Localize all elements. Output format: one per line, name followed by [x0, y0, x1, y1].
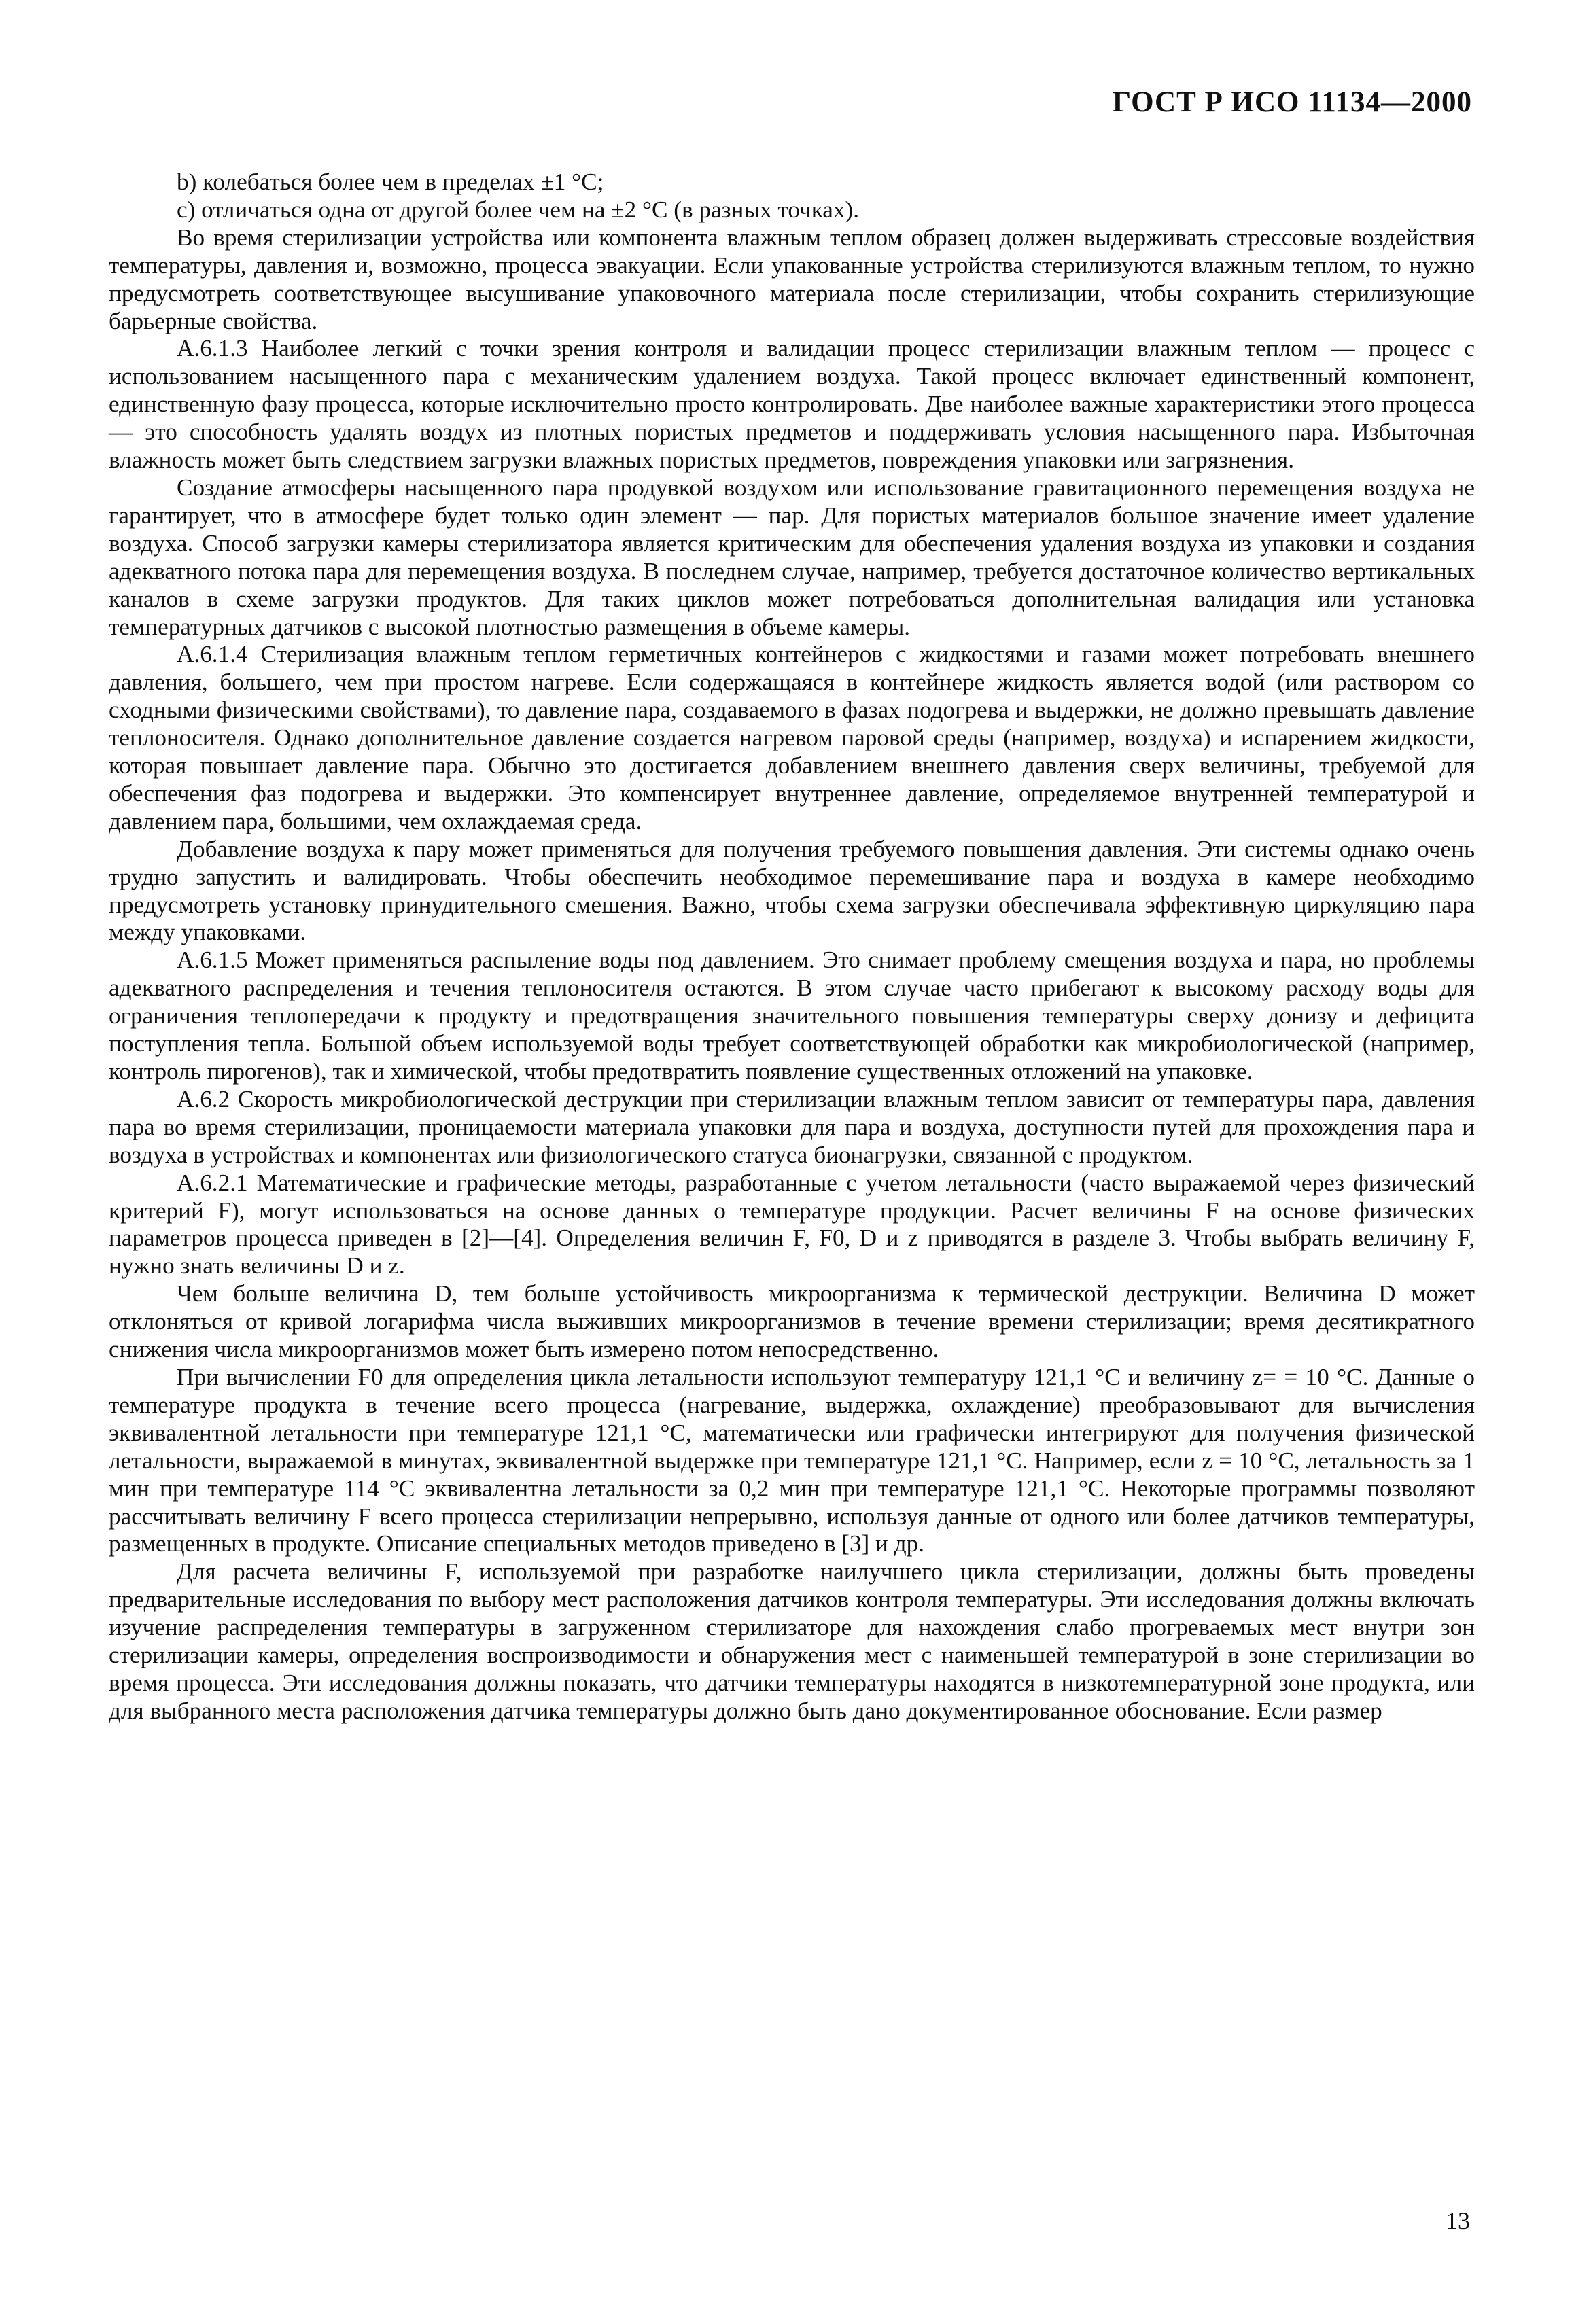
standard-code-header: ГОСТ Р ИСО 11134—2000 [1112, 86, 1472, 118]
paragraph: Создание атмосферы насыщенного пара продувкой воздухом или использование гравитационного перемещения воздуха не гарантирует, что в атмосфере будет только один элемент — пар. Для пористых материалов большое значение имеет удаление воздуха. Способ загрузки камеры стерилизатора является критическим для обеспечения удаления воздуха из упаковки и создания адекватного потока пара для перемещения воздуха. В последнем случае, например, требуется достаточное количество вертикальных каналов в схеме загрузки продуктов. Для таких циклов может потребоваться дополнительная валидация или установка температурных датчиков с высокой плотностью размещения в объеме камеры. [109, 474, 1475, 640]
paragraph-a-6-2-1: А.6.2.1 Математические и графические методы, разработанные с учетом летальности (часто выражаемой через физический критерий F), могут использоваться на основе данных о температуре продукции. Расчет величины F на основе физических параметров процесса приведен в [2]—[4]. Определения величин F, F0, D и z приводятся в разделе 3. Чтобы выбрать величину F, нужно знать величины D и z. [109, 1169, 1475, 1280]
paragraph-a-6-2: А.6.2 Скорость микробиологической деструкции при стерилизации влажным теплом зависит от температуры пара, давления пара во время стерилизации, проницаемости материала упаковки для пара и воздуха, доступности путей для прохождения пара и воздуха в устройствах и компонентах или физиологического статуса бионагрузки, связанной с продуктом. [109, 1085, 1475, 1168]
paragraph-a-6-1-4: А.6.1.4 Стерилизация влажным теплом герметичных контейнеров с жидкостями и газами может потребовать внешнего давления, большего, чем при простом нагреве. Если содержащаяся в контейнере жидкость является водой (или раствором со сходными физическими свойствами), то давление пара, создаваемого в фазах подогрева и выдержки, не должно превышать давление теплоносителя. Однако дополнительное давление создается нагревом паровой среды (например, воздуха) и испарением жидкости, которая повышает давление пара. Обычно это достигается добавлением внешнего давления сверх величины, требуемой для обеспечения фаз подогрева и выдержки. Это компенсирует внутреннее давление, определяемое внутренней температурой и давлением пара, большими, чем охлаждаемая среда. [109, 641, 1475, 834]
page-number: 13 [1446, 2207, 1470, 2234]
paragraph: Для расчета величины F, используемой при разработке наилучшего цикла стерилизации, должны быть проведены предварительные исследования по выбору мест расположения датчиков контроля температуры. Эти исследования должны включать изучение распределения температуры в загруженном стерилизаторе для нахождения слабо прогреваемых мест внутри зон стерилизации камеры, определения воспроизводимости и обнаружения мест с наименьшей температурой в зоне стерилизации во время процесса. Эти исследования должны показать, что датчики температуры находятся в низкотемпературной зоне продукта, или для выбранного места расположения датчика температуры должно быть дано документированное обоснование. Если размер [109, 1558, 1475, 1724]
paragraph: Добавление воздуха к пару может применяться для получения требуемого повышения давления. Эти системы однако очень трудно запустить и валидировать. Чтобы обеспечить необходимое перемешивание пара и воздуха в камере необходимо предусмотреть установку принудительного смешения. Важно, чтобы схема загрузки обеспечивала эффективную циркуляцию пара между упаковками. [109, 835, 1475, 946]
body-text [109, 169, 1475, 1725]
list-item-b: b) колебаться более чем в пределах ±1 °C; [177, 169, 604, 195]
paragraph: Во время стерилизации устройства или компонента влажным теплом образец должен выдерживать стрессовые воздействия температуры, давления и, возможно, процесса эвакуации. Если упакованные устройства стерилизуются влажным теплом, то нужно предусмотреть соответствующее высушивание упаковочного материала после стерилизации, чтобы сохранить стерилизующие барьерные свойства. [109, 224, 1475, 334]
list-item-c: c) отличаться одна от другой более чем на ±2 °C (в разных точках). [177, 196, 859, 223]
paragraph-a-6-1-5: А.6.1.5 Может применяться распыление воды под давлением. Это снимает проблему смещения воздуха и пара, но проблемы адекватного распределения и течения теплоносителя остаются. В этом случае часто прибегают к высокому расходу воды для ограничения теплопередачи к продукту и предотвращения значительного повышения температуры сверху донизу и дефицита поступления тепла. Большой объем используемой воды требует соответствующей обработки как микробиологической (например, контроль пирогенов), так и химической, чтобы предотвратить появление существенных отложений на упаковке. [109, 947, 1475, 1085]
paragraph: При вычислении F0 для определения цикла летальности используют температуру 121,1 °С и величину z= = 10 °С. Данные о температуре продукта в течение всего процесса (нагревание, выдержка, охлаждение) преобразовывают для вычисления эквивалентной летальности при температуре 121,1 °С, математически или графически интегрируют для получения физической летальности, выражаемой в минутах, эквивалентной выдержке при температуре 121,1 °С. Например, если z = 10 °С, летальность за 1 мин при температуре 114 °С эквивалентна летальности за 0,2 мин при температуре 121,1 °С. Некоторые программы позволяют рассчитывать величину F всего процесса стерилизации непрерывно, используя данные от одного или более датчиков температуры, размещенных в продукте. Описание специальных методов приведено в [3] и др. [109, 1363, 1475, 1557]
paragraph-a-6-1-3: А.6.1.3 Наиболее легкий с точки зрения контроля и валидации процесс стерилизации влажным теплом — процесс с использованием насыщенного пара с механическим удалением воздуха. Такой процесс включает единственный компонент, единственную фазу процесса, которые исключительно просто контролировать. Две наиболее важные характеристики этого процесса — это способность удалять воздух из плотных пористых предметов и поддерживать условия насыщенного пара. Избыточная влажность может быть следствием загрузки влажных пористых предметов, повреждения упаковки или загрязнения. [109, 335, 1475, 474]
paragraph: Чем больше величина D, тем больше устойчивость микроорганизма к термической деструкции. Величина D может отклоняться от кривой логарифма числа выживших микроорганизмов в течение времени стерилизации; время десятикратного снижения числа микроорганизмов может быть измерено потом непосредственно. [109, 1280, 1475, 1363]
